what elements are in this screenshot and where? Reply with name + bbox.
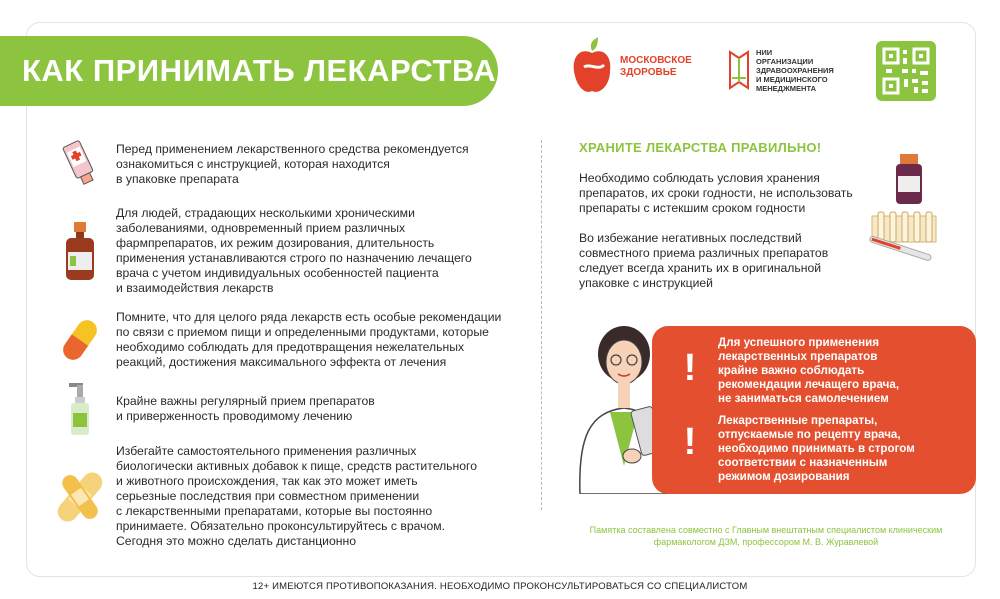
bandage-icon <box>52 466 108 528</box>
storage-paragraph-2 <box>579 231 828 291</box>
qr-code-icon <box>876 41 936 101</box>
storage-p2-line: упаковке с инструкцией <box>579 276 713 290</box>
moscow-health-logo <box>570 36 710 98</box>
left-item-2 <box>44 206 524 296</box>
left-item-5-line: принимаете. Обязательно проконсультируйтесь с врачом. <box>116 519 445 533</box>
exclamation-icon: ! <box>683 421 697 463</box>
warning-b2-line: режимом дозирования <box>718 470 850 483</box>
left-item-3-line: необходимо соблюдать для предотвращения нежелательных <box>116 340 465 354</box>
left-item-2-line: Для людей, страдающих несколькими хроническими <box>116 206 415 220</box>
warning-b1-line: рекомендации лечащего врача, <box>718 378 900 391</box>
moscow-health-line-1: МОСКОВСКОЕ <box>620 55 692 66</box>
nii-logo <box>728 48 858 98</box>
warning-block-2 <box>718 414 958 484</box>
left-item-3-line: по связи с приемом пищи и определенными продуктами, которые <box>116 325 489 339</box>
warning-b1-line: Для успешного применения <box>718 336 879 349</box>
left-item-1-line: ознакомиться с инструкцией, которая находится <box>116 156 390 171</box>
warning-b1-line: лекарственных препаратов <box>718 350 878 363</box>
nii-line-5: МЕНЕДЖМЕНТА <box>756 84 816 93</box>
qr-code[interactable] <box>876 41 936 101</box>
left-item-4 <box>44 381 524 437</box>
warning-b2-line: Лекарственные препараты, <box>718 414 878 427</box>
left-item-5-line: с лекарственными препаратами, которые вы постоянно <box>116 504 433 518</box>
capsule-icon <box>57 314 103 366</box>
left-item-5-line: Сегодня это можно сделать дистанционно <box>116 534 357 548</box>
storage-p1-line: Необходимо соблюдать условия хранения <box>579 171 820 185</box>
nii-line-4: И МЕДИЦИНСКОГО <box>756 75 828 84</box>
left-item-4-line: Крайне важны регулярный прием препаратов <box>116 394 375 408</box>
apple-logo-icon <box>570 37 614 97</box>
title-banner <box>0 36 498 106</box>
left-item-2-line: и взаимодействия лекарств <box>116 281 274 295</box>
warning-block-1 <box>718 336 958 406</box>
disclaimer: 12+ ИМЕЮТСЯ ПРОТИВОПОКАЗАНИЯ. НЕОБХОДИМО ПРОКОНСУЛЬТИРОВАТЬСЯ СО СПЕЦИАЛИСТОМ <box>252 581 748 592</box>
warning-b2-line: отпускаемые по рецепту врача, <box>718 428 901 441</box>
nii-line-3: ЗДРАВООХРАНЕНИЯ <box>756 66 834 75</box>
warning-box <box>652 326 976 494</box>
nii-line-1: НИИ <box>756 48 773 57</box>
left-item-2-line: применения устанавливаются строго по назначению лечащего <box>116 251 472 265</box>
column-divider <box>541 140 542 510</box>
storage-p2-line: совместного приема различных препаратов <box>579 246 829 260</box>
left-item-1-line: Перед применением лекарственного средства рекомендуется <box>116 141 469 156</box>
left-item-5 <box>44 444 524 549</box>
moscow-health-line-2: ЗДОРОВЬЕ <box>620 67 677 78</box>
warning-b2-line: соответствии с назначенным <box>718 456 888 469</box>
pill-jar-icon <box>892 152 926 206</box>
left-item-2-line: заболеваниями, одновременный прием различных <box>116 221 406 235</box>
footnote <box>566 524 966 548</box>
nii-line-2: ОРГАНИЗАЦИИ <box>756 57 814 66</box>
storage-heading: ХРАНИТЕ ЛЕКАРСТВА ПРАВИЛЬНО! <box>579 140 822 155</box>
left-item-2-line: фармпрепаратов, их режим дозирования, длительность <box>116 236 435 250</box>
warning-b1-line: не заниматься самолечением <box>718 392 889 405</box>
left-item-2-line: врача с учетом индивидуальных особенностей пациента <box>116 266 439 280</box>
footnote-line: фармакологом ДЗМ, профессором М. В. Журавлевой <box>653 537 879 547</box>
left-item-1-line: в упаковке препарата <box>116 171 239 186</box>
page-title: КАК ПРИНИМАТЬ ЛЕКАРСТВА <box>22 53 497 88</box>
exclamation-icon: ! <box>683 347 697 389</box>
storage-p2-line: следует всегда хранить их в оригинальной <box>579 261 822 275</box>
storage-p1-line: препараты с истекшим сроком годности <box>579 201 806 215</box>
warning-b2-line: необходимо принимать в строгом <box>718 442 915 455</box>
ointment-tube-icon <box>57 138 103 190</box>
left-item-3-line: Помните, что для целого ряда лекарств есть особые рекомендации <box>116 310 502 324</box>
left-item-4-line: и приверженность проводимому лечению <box>116 409 353 423</box>
spray-bottle-icon <box>65 381 95 437</box>
storage-p1-line: препаратов, их сроки годности, не использовать <box>579 186 853 200</box>
storage-p2-line: Во избежание негативных последствий <box>579 231 802 245</box>
footnote-line: Памятка составлена совместно с Главным внештатным специалистом клиническим <box>589 525 943 535</box>
left-item-1 <box>44 138 524 190</box>
left-item-5-line: Избегайте самостоятельного применения различных <box>116 444 417 458</box>
left-item-3-line: реакций, достижения максимального эффекта от лечения <box>116 355 447 369</box>
book-logo-icon <box>728 48 750 92</box>
warning-b1-line: крайне важно соблюдать <box>718 364 865 377</box>
left-item-3 <box>44 310 524 370</box>
left-item-5-line: и животного происхождения, так как это может иметь <box>116 474 418 488</box>
medicine-bottle-icon <box>60 220 100 282</box>
storage-paragraph-1 <box>579 171 853 216</box>
left-item-5-line: биологически активных добавок к пище, средств растительного <box>116 459 477 473</box>
ampoules-thermometer-icon <box>862 210 940 264</box>
left-item-5-line: серьезные последствия при совместном применении <box>116 489 420 503</box>
